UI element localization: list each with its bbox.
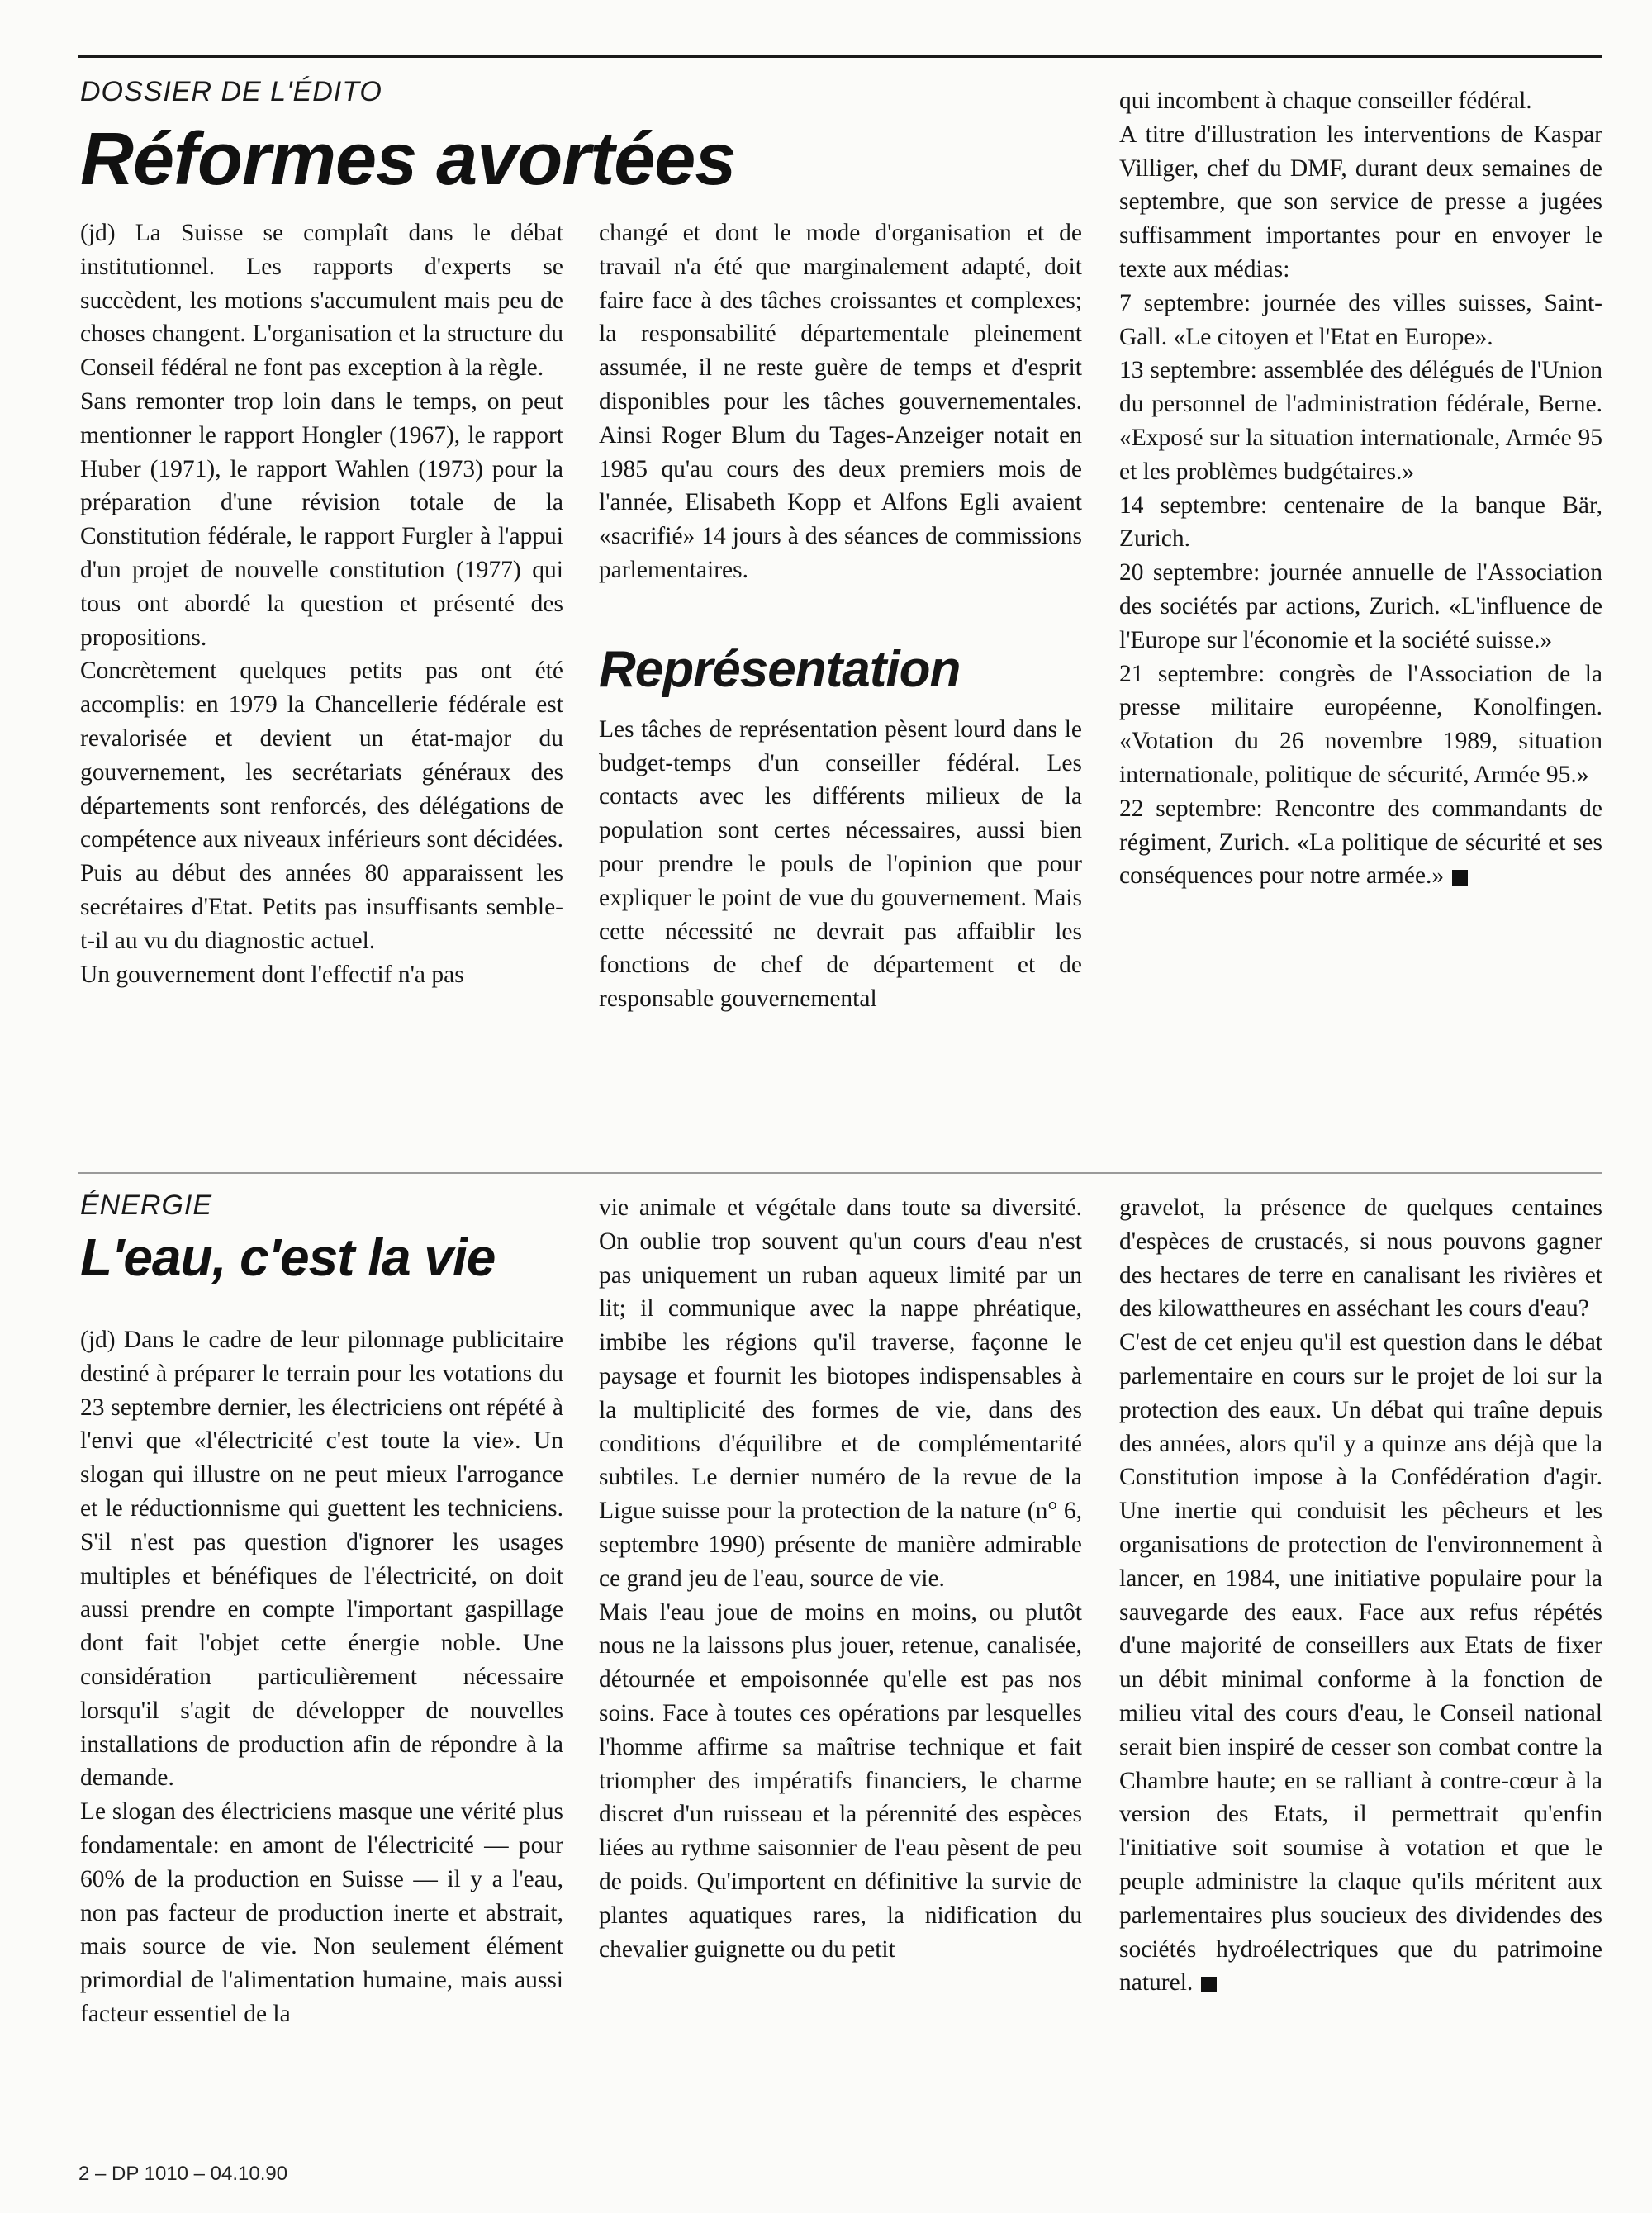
paragraph: qui incombent à chaque conseiller fédéral. (1119, 88, 1532, 114)
paragraph: Les tâches de représentation pèsent lourd dans le budget-temps d'un conseiller fédéral. Les contacts avec les différents milieux de la population sont certes nécessaires, aussi bien pour prendre le pouls de l'opinion que pour expliquer le point de vue du gouvernement. Mais cette nécessité ne devrait pas affaiblir les fonctions de chef de département et de responsable gouvernemental (599, 715, 1082, 1013)
article1-column-2 (599, 216, 1082, 1016)
section-subhead: Représentation (599, 640, 961, 698)
end-of-article-square-icon (1201, 1977, 1217, 1992)
article2-kicker: ÉNERGIE (80, 1190, 213, 1221)
paragraph-last (1119, 792, 1602, 893)
paragraph-text: C'est de cet enjeu qu'il est question dans le débat parlementaire en cours sur le projet de loi sur la protection des eaux. Un débat qui traîne depuis des années, alors qu'il y a quinze ans déjà que la Constitution impose à la Confédération d'agir. Une inertie qui conduisit les pêcheurs et les organisations de protection de l'environnement à lancer, en 1984, une initiative populaire pour la sauvegarde des eaux. Face aux refus répétés d'une majorité de conseillers aux Etats de fixer un débit minimal conforme à la fonction de milieu vital des cours d'eau, le Conseil national serait bien inspiré de cesser son combat contre la Chambre haute; en se ralliant à contre-cœur à la version des Etats, il permettrait qu'enfin l'initiative soit soumise à votation et que le peuple administre la claque qu'ils méritent aux parlementaires plus soucieux des dividendes des sociétés hydroélectriques que du patrimoine naturel. (1119, 1329, 1602, 1997)
article2-column-3 (1119, 1191, 1602, 2000)
paragraph: Sans remonter trop loin dans le temps, on peut mentionner le rapport Hongler (1967), le rapport Huber (1971), le rapport Wahlen (1973) pour la préparation d'une révision totale de la Constitution fédérale, le rapport Furgler à l'appui d'un projet de nouvelle constitution (1977) qui tous ont abordé la question et présenté des propositions. (80, 387, 563, 651)
paragraph: Concrètement quelques petits pas ont été accomplis: en 1979 la Chancellerie fédérale est revalorisée et devient un état-major du gouvernement, les secrétariats généraux des départements sont renforcés, des délégations de compétence aux niveaux inférieurs sont décidées. Puis au début des années 80 apparaissent les secrétaires d'Etat. Petits pas insuffisants semble-t-il au vu du diagnostic actuel. (80, 658, 563, 954)
section-divider (78, 1172, 1602, 1174)
paragraph: (jd) Dans le cadre de leur pilonnage publicitaire destiné à préparer le terrain pour les votations du 23 septembre dernier, les électriciens ont répété à l'envi que «l'électricité c'est toute la vie». Un slogan qui illustre on ne peut mieux l'arrogance et le réductionnisme qui guettent les techniciens. S'il n'est pas question d'ignorer les usages multiples et bénéfiques de l'électricité, on doit aussi prendre en compte l'important gaspillage dont fait l'objet cette énergie noble. Une considération particulièrement nécessaire lorsqu'il s'agit de développer de nouvelles installations de production afin de répondre à la demande. (80, 1327, 563, 1792)
paragraph: 14 septembre: centenaire de la banque Bär, Zurich. (1119, 492, 1602, 553)
page-footer: 2 – DP 1010 – 04.10.90 (78, 2163, 288, 2185)
article1-column-3 (1119, 84, 1602, 893)
paragraph: changé et dont le mode d'organisation et de travail n'a été que marginalement adapté, doit faire face à des tâches croissantes et complexes; la responsabilité départementale pleinement assumée, il ne reste guère de temps et d'esprit disponibles pour les tâches gouvernementales. Ainsi Roger Blum du Tages-Anzeiger notait en 1985 qu'au cours des deux premiers mois de l'année, Elisabeth Kopp et Alfons Egli avaient «sacrifié» 14 jours à des séances de commissions parlementaires. (599, 220, 1082, 583)
paragraph: 20 septembre: journée annuelle de l'Association des sociétés par actions, Zurich. «L'influence de l'Europe sur l'économie et la société suisse.» (1119, 559, 1602, 653)
article1-title: Réformes avortées (80, 118, 736, 201)
paragraph: A titre d'illustration les interventions de Kaspar Villiger, chef du DMF, durant deux semaines de septembre, que son service de presse a jugées suffisamment importantes pour en envoyer le texte aux médias: (1119, 121, 1602, 283)
article2-title: L'eau, c'est la vie (80, 1228, 496, 1287)
paragraph: 13 septembre: assemblée des délégués de l'Union du personnel de l'administration fédérale, Berne. «Exposé sur la situation internationale, Armée 95 et les problèmes budgétaires.» (1119, 357, 1602, 485)
article1-column-1 (80, 216, 563, 991)
article2-column-2 (599, 1191, 1082, 1966)
paragraph: Un gouvernement dont l'effectif n'a pas (80, 961, 464, 988)
paragraph: gravelot, la présence de quelques centaines d'espèces de crustacés, si nous pouvons gagner des hectares de terre en canalisant les rivières et des kilowattheures en asséchant les cours d'eau? (1119, 1194, 1602, 1323)
end-of-article-square-icon (1452, 870, 1468, 886)
paragraph: Mais l'eau joue de moins en moins, ou plutôt nous ne la laissons plus jouer, retenue, canalisée, détournée et empoisonnée qu'elle est pas nos soins. Face à toutes ces opérations par lesquelles l'homme affirme sa maîtrise technique et fait triompher des impératifs financiers, le charme discret d'un ruisseau et la pérennité des espèces liées au rythme saisonnier de l'eau pèsent de peu de poids. Qu'importent en définitive la survie de plantes aquatiques rares, la nidification du chevalier guignette ou du petit (599, 1598, 1082, 1963)
top-rule (78, 55, 1602, 58)
paragraph-text: 22 septembre: Rencontre des commandants de régiment, Zurich. «La politique de sécurité et ses conséquences pour notre armée.» (1119, 795, 1602, 890)
article2-column-1 (80, 1323, 563, 2031)
paragraph: 21 septembre: congrès de l'Association de la presse militaire européenne, Konolfingen. «Votation du 26 novembre 1989, situation internationale, politique de sécurité, Armée 95.» (1119, 660, 1602, 788)
article1-kicker: DOSSIER DE L'ÉDITO (80, 76, 382, 107)
paragraph-last (1119, 1326, 1602, 2000)
paragraph: vie animale et végétale dans toute sa diversité. On oublie trop souvent qu'un cours d'eau n'est pas uniquement un ruban aqueux limité par un lit; il communique avec la nappe phréatique, imbibe les régions qu'il traverse, façonne le paysage et fournit les biotopes indispensables à la multiplicité des formes de vie, dans des conditions d'équilibre et de complémentarité subtiles. Le dernier numéro de la revue de la Ligue suisse pour la protection de la nature (n° 6, septembre 1990) présente de manière admirable ce grand jeu de l'eau, source de vie. (599, 1194, 1082, 1592)
paragraph: 7 septembre: journée des villes suisses, Saint-Gall. «Le citoyen et l'Etat en Europe». (1119, 289, 1602, 350)
paragraph: (jd) La Suisse se complaît dans le débat institutionnel. Les rapports d'experts se succèdent, les motions s'accumulent mais peu de choses changent. L'organisation et la structure du Conseil fédéral ne font pas exception à la règle. (80, 220, 563, 382)
paragraph: Le slogan des électriciens masque une vérité plus fondamentale: en amont de l'électricité — pour 60% de la production en Suisse — il y a l'eau, non pas facteur de production inerte et abstrait, mais source de vie. Non seulement élément primordial de l'alimentation humaine, mais aussi facteur essentiel de la (80, 1798, 563, 2027)
